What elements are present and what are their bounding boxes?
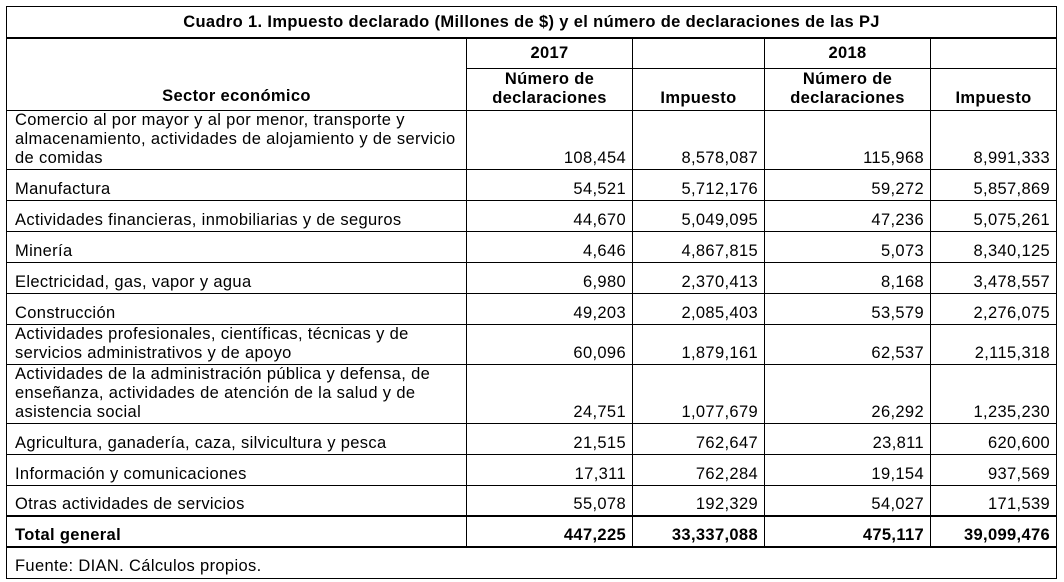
- tax-2018: 5,857,869: [931, 169, 1057, 200]
- tax-2017: 8,578,087: [633, 110, 765, 169]
- count-2018: 54,027: [765, 485, 931, 516]
- tax-declarations-table: [6, 6, 1057, 579]
- tax-2018: 8,991,333: [931, 110, 1057, 169]
- count-2018: 23,811: [765, 423, 931, 454]
- tax-2018: 171,539: [931, 485, 1057, 516]
- table-row: [7, 231, 1057, 262]
- count-2018: 5,073: [765, 231, 931, 262]
- year-2017-blank: [633, 38, 765, 68]
- sector-name: Otras actividades de servicios: [7, 485, 467, 516]
- year-2018-blank: [931, 38, 1057, 68]
- total-tax-2018: 39,099,476: [931, 516, 1057, 547]
- title-row: [7, 7, 1057, 39]
- tax-2018: 5,075,261: [931, 200, 1057, 231]
- count-2017: 21,515: [467, 423, 633, 454]
- tax-2018: 8,340,125: [931, 231, 1057, 262]
- table-row: [7, 485, 1057, 516]
- count-2018: 59,272: [765, 169, 931, 200]
- total-tax-2017: 33,337,088: [633, 516, 765, 547]
- table-row: [7, 200, 1057, 231]
- sector-name: Minería: [7, 231, 467, 262]
- table-row: [7, 364, 1057, 423]
- sector-name: Agricultura, ganadería, caza, silvicultura y pesca: [7, 423, 467, 454]
- tax-2018: 1,235,230: [931, 364, 1057, 423]
- count-2017: 55,078: [467, 485, 633, 516]
- total-row: [7, 516, 1057, 547]
- tax-2018: 937,569: [931, 454, 1057, 485]
- year-2017-header: 2017: [467, 38, 633, 68]
- tax-2017: 762,647: [633, 423, 765, 454]
- table-title: Cuadro 1. Impuesto declarado (Millones de $) y el número de declaraciones de las PJ: [7, 7, 1057, 39]
- count-2018: 19,154: [765, 454, 931, 485]
- count-2018: 26,292: [765, 364, 931, 423]
- sector-name: Construcción: [7, 293, 467, 324]
- tax-2018: 2,115,318: [931, 324, 1057, 364]
- tax-2017-header: Impuesto: [633, 68, 765, 110]
- table-row: [7, 454, 1057, 485]
- count-2017: 44,670: [467, 200, 633, 231]
- sector-name: Actividades de la administración pública y defensa, de enseñanza, actividades de atención de la salud y de asistencia social: [7, 364, 467, 423]
- count-2017: 49,203: [467, 293, 633, 324]
- table-row: [7, 423, 1057, 454]
- count-2017: 108,454: [467, 110, 633, 169]
- sector-header: Sector económico: [7, 38, 467, 110]
- count-2017: 17,311: [467, 454, 633, 485]
- tax-2017: 2,370,413: [633, 262, 765, 293]
- tax-2017: 5,049,095: [633, 200, 765, 231]
- sector-name: Manufactura: [7, 169, 467, 200]
- tax-2018: 3,478,557: [931, 262, 1057, 293]
- tax-2017: 4,867,815: [633, 231, 765, 262]
- total-count-2018: 475,117: [765, 516, 931, 547]
- tax-2017: 762,284: [633, 454, 765, 485]
- total-label: Total general: [7, 516, 467, 547]
- tax-2018: 620,600: [931, 423, 1057, 454]
- count-2018: 8,168: [765, 262, 931, 293]
- table-row: [7, 324, 1057, 364]
- table-row: [7, 293, 1057, 324]
- year-header-row: [7, 38, 1057, 68]
- year-2018-header: 2018: [765, 38, 931, 68]
- tax-2017: 192,329: [633, 485, 765, 516]
- count-2018: 62,537: [765, 324, 931, 364]
- count-2017: 6,980: [467, 262, 633, 293]
- table-row: [7, 262, 1057, 293]
- tax-2017: 5,712,176: [633, 169, 765, 200]
- table-row: [7, 169, 1057, 200]
- count-2018: 53,579: [765, 293, 931, 324]
- table-container: [6, 6, 1056, 579]
- tax-2017: 1,879,161: [633, 324, 765, 364]
- count-2018: 115,968: [765, 110, 931, 169]
- tax-2017: 2,085,403: [633, 293, 765, 324]
- sector-name: Actividades financieras, inmobiliarias y de seguros: [7, 200, 467, 231]
- table-row: [7, 110, 1057, 169]
- source-row: [7, 547, 1057, 579]
- sector-name: Actividades profesionales, científicas, técnicas y de servicios administrativos y de apoyo: [7, 324, 467, 364]
- count-2017: 54,521: [467, 169, 633, 200]
- source-note: Fuente: DIAN. Cálculos propios.: [7, 547, 1057, 579]
- tax-2018-header: Impuesto: [931, 68, 1057, 110]
- sector-name: Electricidad, gas, vapor y agua: [7, 262, 467, 293]
- sector-name: Información y comunicaciones: [7, 454, 467, 485]
- total-count-2017: 447,225: [467, 516, 633, 547]
- count-2018: 47,236: [765, 200, 931, 231]
- count-2017: 24,751: [467, 364, 633, 423]
- sector-name: Comercio al por mayor y al por menor, transporte y almacenamiento, actividades de alojamiento y de servicio de comidas: [7, 110, 467, 169]
- count-2017: 60,096: [467, 324, 633, 364]
- tax-2018: 2,276,075: [931, 293, 1057, 324]
- count-2017: 4,646: [467, 231, 633, 262]
- tax-2017: 1,077,679: [633, 364, 765, 423]
- count-2018-header: Número de declaraciones: [765, 68, 931, 110]
- count-2017-header: Número de declaraciones: [467, 68, 633, 110]
